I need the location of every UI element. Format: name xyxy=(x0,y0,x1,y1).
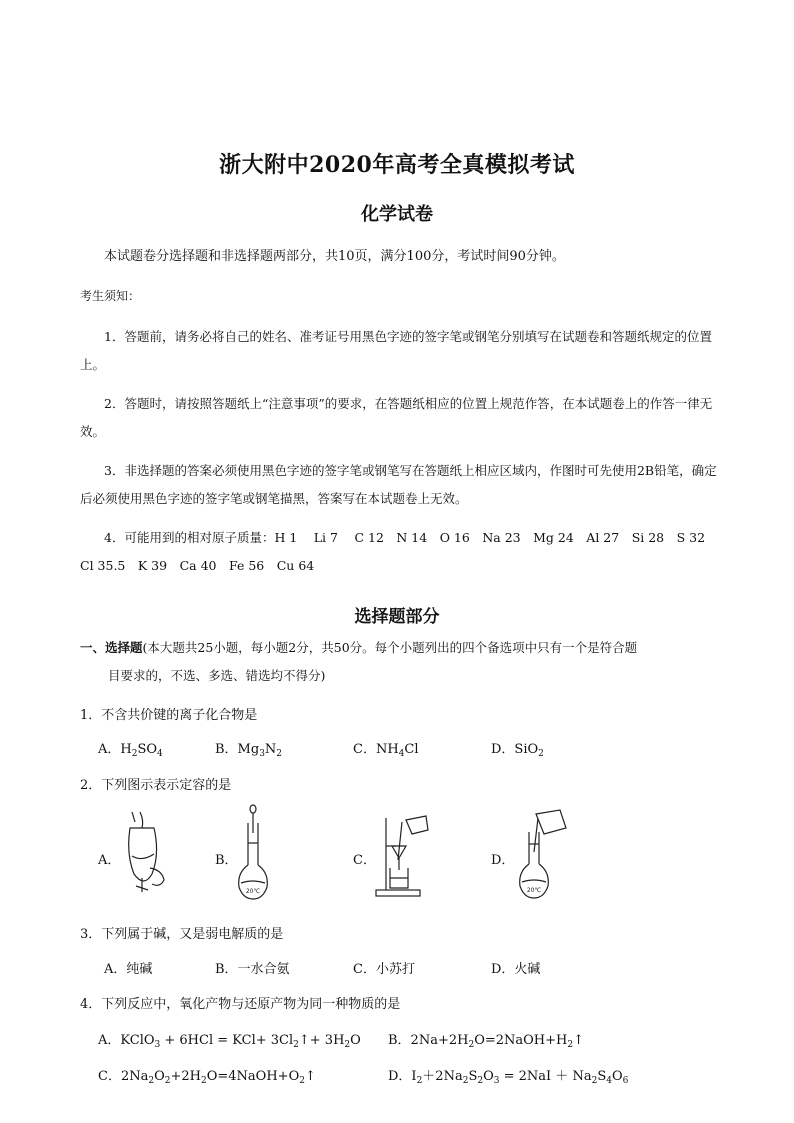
flask-d-mark: 20℃ xyxy=(526,887,542,894)
volumetric-flask-dropper-figure xyxy=(233,803,273,903)
section-title: 选择题部分 xyxy=(354,607,440,627)
notice-rule-2: 2．答题时，请按照答题纸上“注意事项”的要求，在答题纸相应的位置上规范作答，在本试题卷上的作答一律无效。 xyxy=(80,396,713,439)
question-4-option-b: B．$2Na+2H_2O=2NaOH+H_2↑$ xyxy=(388,1033,584,1050)
part-desc-2: 目要求的，不选、多选、错选均不得分) xyxy=(108,668,326,683)
question-1-option-a: A．$H_2SO_4$ xyxy=(98,742,163,759)
question-1-option-d: D．SiO$_2$ xyxy=(491,742,544,759)
notice-rule-1: 1．答题前，请务必将自己的姓名、准考证号用黑色字迹的签字笔或钢笔分别填写在试题卷和答题纸规定的位置上。 xyxy=(80,329,712,372)
question-4-option-a: A．KClO$_3$ + $6HCl = KCl+ 3Cl_2↑+ 3H_2O$ xyxy=(98,1033,361,1050)
flask-b-mark: 20℃ xyxy=(245,888,261,895)
question-4-stem: 4．下列反应中，氧化产物与还原产物为同一种物质的是 xyxy=(80,997,401,1012)
part-lead: 一、选择题 xyxy=(80,640,143,655)
notice-heading: 考生须知： xyxy=(80,289,141,303)
part-desc: (本大题共25小题，每小题2分，共50分。每个小题列出的四个备选项中只有一个是符合题 xyxy=(142,640,638,655)
question-3-option-d: D．火碱 xyxy=(491,962,541,977)
separatory-funnel-figure xyxy=(122,808,172,900)
question-1-option-b: B．$Mg_3N_2$ xyxy=(215,742,283,759)
exam-subtitle: 化学试卷 xyxy=(361,204,433,225)
question-2-label-a: A． xyxy=(98,853,121,868)
question-3-option-a: A．纯碱 xyxy=(104,962,153,977)
question-3-option-c: C．小苏打 xyxy=(353,962,415,977)
question-3-stem: 3．下列属于碱，又是弱电解质的是 xyxy=(80,927,284,942)
question-3-option-b: B．一水合氨 xyxy=(215,962,290,977)
question-4-option-d: D．$I_2+2Na_2S_2O_3 = 2NaI + Na_2S_4O_6$ xyxy=(388,1069,629,1086)
question-2-label-b: B． xyxy=(215,853,238,868)
filtration-stand-figure xyxy=(372,812,434,898)
notice-rule-4: 4．可能用到的相对原子质量：H 1 Li 7 C 12 N 14 O 16 Na 23 Mg 24 Al 27 Si 28 S 32 Cl 35.5 K 39 Ca 40 Fe 56 Cu 64 xyxy=(80,530,718,573)
question-4-option-c: C．$2Na_2O_2+2H_2O=4NaOH+O_2↑$ xyxy=(98,1069,316,1086)
volumetric-flask-beaker-figure xyxy=(512,808,572,902)
question-2-label-d: D． xyxy=(491,853,515,868)
notice-rule-3: 3．非选择题的答案必须使用黑色字迹的签字笔或钢笔写在答题纸上相应区域内，作图时可先使用2B铅笔，确定后必须使用黑色字迹的签字笔或钢笔描黑，答案写在本试题卷上无效。 xyxy=(80,463,717,506)
question-1-stem: 1．不含共价键的离子化合物是 xyxy=(80,708,258,723)
question-2-stem: 2．下列图示表示定容的是 xyxy=(80,778,232,793)
exam-title: 浙大附中2020年高考全真模拟考试 xyxy=(219,152,575,178)
question-2-label-c: C． xyxy=(353,853,376,868)
question-1-option-c: C．$NH_4Cl$ xyxy=(353,742,419,759)
part-heading xyxy=(80,634,720,690)
exam-intro: 本试题卷分选择题和非选择题两部分，共10页，满分100分，考试时间90分钟。 xyxy=(104,249,565,264)
